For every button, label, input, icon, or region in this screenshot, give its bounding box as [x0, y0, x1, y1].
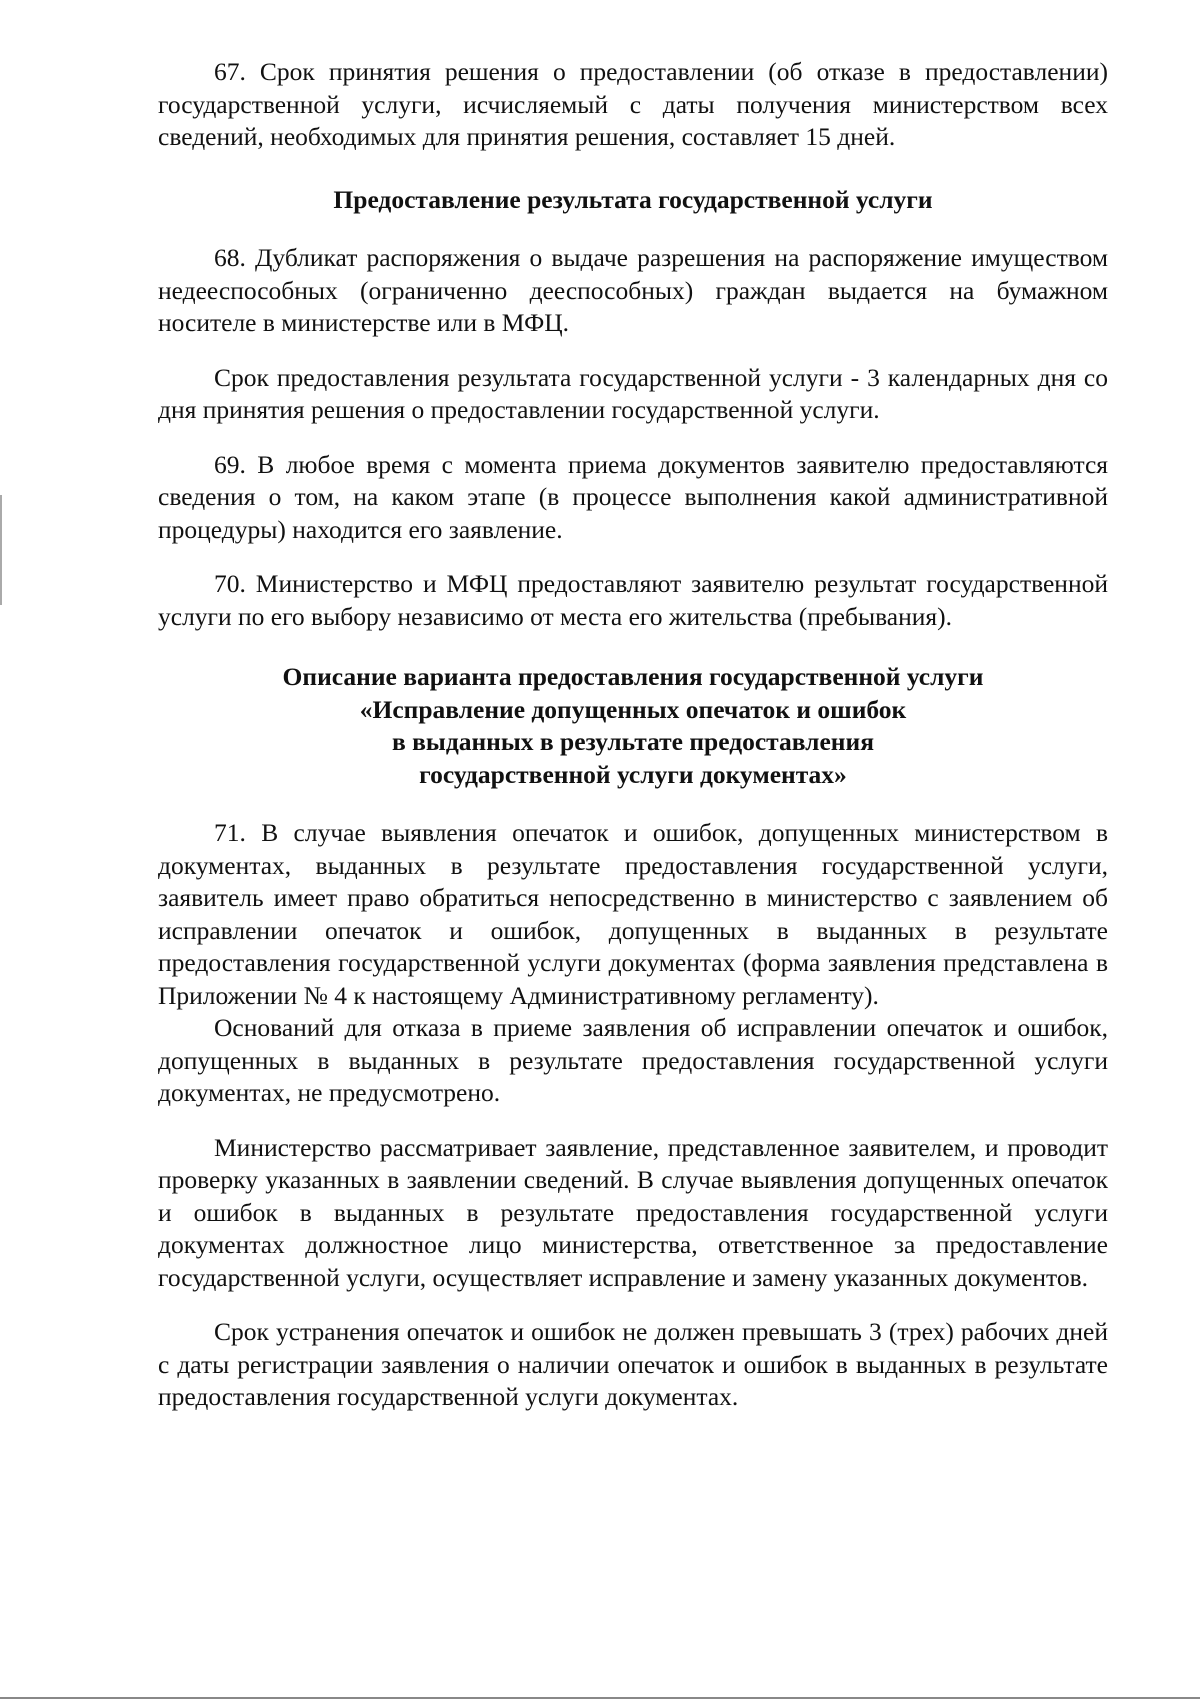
- paragraph-71: 71. В случае выявления опечаток и ошибок, допущенных министерством в документах, выданных в результате предоставления государственной услуги, заявитель имеет право обратиться непосредственно в министерство с заявлением об исправлении опечаток и ошибок, допущенных в выданных в результате предоставления государственной услуги документах (форма заявления представлена в Приложении № 4 к настоящему Административному регламенту).: [158, 818, 1108, 1010]
- scan-edge-line: [0, 495, 2, 605]
- paragraph-71-no-refusal: Оснований для отказа в приеме заявления об исправлении опечаток и ошибок, допущенных в выданных в результате предоставления государственной услуги документах, не предусмотрено.: [158, 1013, 1108, 1107]
- paragraph-70: 70. Министерство и МФЦ предоставляют заявителю результат государственной услуги по его выбору независимо от места его жительства (пребывания).: [158, 569, 1108, 631]
- paragraph-69: 69. В любое время с момента приема документов заявителю предоставляются сведения о том, на каком этапе (в процессе выполнения какой административной процедуры) находится его заявление.: [158, 449, 1108, 544]
- heading-line: государственной услуги документах»: [419, 759, 847, 789]
- paragraph-68: 68. Дубликат распоряжения о выдаче разрешения на распоряжение имуществом недееспособных (ограниченно дееспособных) граждан выдается на бумажном носителе в министерстве или в МФЦ.: [158, 243, 1108, 337]
- heading-line: в выданных в результате предоставления: [392, 727, 874, 756]
- heading-line: «Исправление допущенных опечаток и ошибок: [359, 694, 907, 724]
- paragraph-68-term: Срок предоставления результата государственной услуги - 3 календарных дня со дня принятия решения о предоставлении государственной услуги.: [158, 362, 1108, 424]
- paragraph-71-review: Министерство рассматривает заявление, представленное заявителем, и проводит проверку указанных в заявлении сведений. В случае выявления допущенных опечаток и ошибок в выданных в результате предоставления государственной услуги документах должностное лицо министерства, ответственное за предоставление государственной услуги, осуществляет исправление и замену указанных документов.: [158, 1132, 1108, 1292]
- document-body: [158, 56, 1108, 1414]
- section-heading-result: Предоставление результата государственной услуги: [333, 184, 933, 214]
- paragraph-67: 67. Срок принятия решения о предоставлении (об отказе в предоставлении) государственной услуги, исчисляемый с даты получения министерством всех сведений, необходимых для принятия решения, составляет 15 дней.: [158, 57, 1108, 151]
- paragraph-71-term: Срок устранения опечаток и ошибок не должен превышать 3 (трех) рабочих дней с даты регистрации заявления о наличии опечаток и ошибок в выданных в результате предоставления государственной услуги документах.: [158, 1317, 1108, 1411]
- heading-line: Описание варианта предоставления государственной услуги: [282, 662, 984, 691]
- section-heading-variant: [158, 661, 1108, 791]
- scan-bottom-line: [0, 1697, 1200, 1699]
